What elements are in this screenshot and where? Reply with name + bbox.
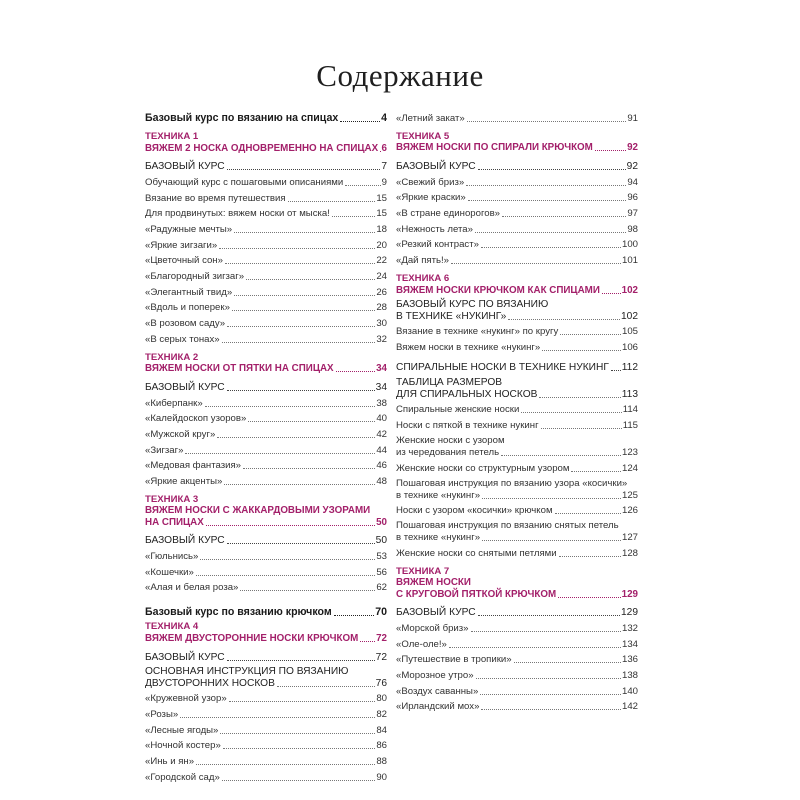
toc-entry-basic-nuking[interactable] [396, 299, 638, 322]
toc-label: Вяжем носки в технике «нукинг» [396, 341, 541, 353]
toc-entry[interactable] [396, 634, 638, 650]
toc-label: Вязание во время путешествия [145, 192, 286, 204]
toc-label: «Ирландский мох» [396, 701, 480, 713]
technique-title-line2: НА СПИЦАХ [145, 516, 204, 528]
toc-label: «Яркие зигзаги» [145, 239, 218, 251]
toc-entry-women-socks[interactable] [396, 435, 638, 458]
toc-page: 129 [621, 607, 638, 619]
toc-page: 112 [621, 361, 638, 373]
toc-entry[interactable] [145, 298, 387, 314]
technique-1-header[interactable] [145, 131, 387, 154]
toc-label: «В стране единорогов» [396, 207, 501, 219]
toc-page: 102 [621, 284, 638, 296]
dot-leader [225, 262, 375, 264]
dot-leader [220, 732, 375, 734]
toc-page: 86 [376, 740, 387, 752]
dot-leader [227, 542, 375, 544]
toc-label-line1: Женские носки с узором [396, 434, 505, 446]
toc-page: 84 [376, 724, 387, 736]
toc-label-line2: ДЛЯ СПИРАЛЬНЫХ НОСКОВ [396, 388, 538, 400]
toc-label: «Яркие краски» [396, 192, 466, 204]
toc-label: БАЗОВЫЙ КУРС [145, 161, 225, 173]
toc-label: БАЗОВЫЙ КУРС [145, 381, 225, 393]
toc-page: 34 [376, 363, 387, 375]
toc-page: 140 [621, 685, 638, 697]
toc-label: «Вдоль и поперек» [145, 302, 230, 314]
dot-leader [217, 436, 375, 438]
toc-label: «Элегантный твид» [145, 286, 233, 298]
toc-page: 97 [627, 207, 638, 219]
technique-4-header[interactable] [145, 621, 387, 644]
dot-leader [345, 184, 380, 186]
toc-entry[interactable] [145, 736, 387, 752]
toc-entry[interactable] [145, 456, 387, 472]
dot-leader [277, 685, 375, 687]
toc-entry[interactable] [145, 157, 387, 173]
toc-entry[interactable] [145, 172, 387, 188]
toc-label: «Нежность лета» [396, 223, 473, 235]
toc-page: 7 [381, 161, 387, 173]
toc-label: «Медовая фантазия» [145, 460, 242, 472]
toc-page: 50 [376, 516, 387, 528]
dot-leader [180, 716, 375, 718]
toc-entry[interactable] [145, 219, 387, 235]
toc-page: 88 [376, 755, 387, 767]
toc-entry[interactable] [396, 108, 638, 124]
toc-label: Спиральные женские носки [396, 404, 520, 416]
toc-page: 124 [621, 462, 638, 474]
dot-leader [602, 292, 621, 294]
toc-page: 48 [376, 476, 387, 488]
toc-label: «Калейдоскоп узоров» [145, 413, 247, 425]
toc-entry[interactable] [396, 697, 638, 713]
toc-entry[interactable] [396, 543, 638, 559]
toc-page: 113 [621, 388, 638, 400]
dot-leader [539, 396, 620, 398]
toc-page: 94 [627, 176, 638, 188]
toc-page: 100 [621, 239, 638, 251]
toc-label: Женские носки со снятыми петлями [396, 548, 557, 559]
technique-title: ВЯЖЕМ НОСКИ ОТ ПЯТКИ НА СПИЦАХ [145, 363, 334, 375]
dot-leader [336, 370, 376, 372]
dot-leader [476, 677, 621, 679]
toc-label: «Гюльнись» [145, 550, 199, 562]
toc-entry-removed-loops-instruction[interactable] [396, 520, 638, 543]
dot-leader [502, 215, 626, 217]
toc-entry[interactable] [396, 650, 638, 666]
toc-page: 126 [621, 505, 638, 517]
dot-leader [334, 614, 375, 616]
toc-label: «Кружевной узор» [145, 693, 227, 705]
technique-number: ТЕХНИКА 3 [145, 494, 199, 506]
toc-entry[interactable] [396, 188, 638, 204]
toc-page: 62 [376, 582, 387, 594]
dot-leader [227, 389, 375, 391]
dot-leader [480, 693, 621, 695]
toc-page: 44 [376, 444, 387, 456]
technique-title: ВЯЖЕМ ДВУСТОРОННИЕ НОСКИ КРЮЧКОМ [145, 632, 359, 644]
toc-page: 50 [375, 535, 387, 547]
toc-entry[interactable] [145, 720, 387, 736]
toc-entry[interactable] [145, 329, 387, 345]
toc-page: 72 [375, 651, 387, 663]
toc-page: 28 [376, 302, 387, 314]
dot-leader [449, 646, 621, 648]
toc-label: Базовый курс по вязанию крючком [145, 606, 332, 619]
dot-leader [234, 231, 375, 233]
dot-leader [595, 149, 626, 151]
toc-page: 22 [376, 255, 387, 267]
dot-leader [219, 247, 375, 249]
toc-label-line2: В ТЕХНИКЕ «НУКИНГ» [396, 310, 507, 322]
toc-entry[interactable] [145, 767, 387, 783]
technique-title: ВЯЖЕМ НОСКИ КРЮЧКОМ КАК СПИЦАМИ [396, 284, 600, 296]
dot-leader [288, 200, 376, 202]
toc-label: «В серых тонах» [145, 333, 220, 345]
toc-entry[interactable] [145, 546, 387, 562]
toc-entry[interactable] [145, 393, 387, 409]
toc-page: 101 [621, 255, 638, 266]
toc-page: 24 [376, 271, 387, 282]
dot-leader [482, 539, 621, 541]
toc-label: «Лесные ягоды» [145, 724, 219, 736]
toc-label: СПИРАЛЬНЫЕ НОСКИ В ТЕХНИКЕ НУКИНГ [396, 361, 609, 373]
toc-label-line2: в технике «нукинг» [396, 532, 481, 544]
toc-page: 114 [622, 404, 638, 416]
toc-label: БАЗОВЫЙ КУРС [145, 651, 225, 663]
toc-page: 70 [375, 606, 387, 619]
toc-label: «Розы» [145, 708, 179, 720]
toc-page: 134 [621, 638, 638, 650]
dot-leader [223, 747, 376, 749]
toc-label: «Летний закат» [396, 112, 465, 124]
toc-page: 15 [376, 192, 387, 204]
technique-number: ТЕХНИКА 4 [145, 621, 199, 633]
toc-entry[interactable] [396, 618, 638, 634]
toc-label: «Воздух саванны» [396, 685, 479, 697]
dot-leader [508, 318, 620, 320]
toc-entry[interactable] [145, 562, 387, 578]
toc-page: 20 [376, 239, 387, 251]
toc-label-line1: БАЗОВЫЙ КУРС ПО ВЯЗАНИЮ [396, 298, 549, 310]
toc-page: 106 [621, 341, 638, 353]
toc-label: БАЗОВЫЙ КУРС [145, 535, 225, 547]
toc-label: «Морозное утро» [396, 669, 474, 681]
dot-leader [571, 470, 621, 472]
technique-number: ТЕХНИКА 5 [396, 130, 450, 142]
toc-label: Вязание в технике «нукинг» по кругу [396, 326, 559, 338]
toc-entry-instruction[interactable] [145, 666, 387, 689]
toc-page: 123 [621, 446, 638, 458]
dot-leader [521, 411, 621, 413]
technique-number: ТЕХНИКА 6 [396, 273, 450, 284]
toc-entry-size-table[interactable] [396, 377, 638, 400]
toc-entry[interactable] [145, 531, 387, 547]
toc-page: 125 [621, 489, 638, 501]
toc-entry[interactable] [396, 681, 638, 697]
dot-leader [205, 405, 376, 407]
toc-label: «Цветочный сон» [145, 255, 223, 267]
toc-entry-course-knitting[interactable] [145, 108, 387, 124]
dot-leader [332, 215, 375, 217]
toc-page: 138 [621, 669, 638, 681]
dot-leader [206, 524, 375, 526]
toc-right-column [396, 108, 638, 712]
toc-label: «Дай пять!» [396, 255, 449, 266]
toc-page: 136 [621, 654, 638, 666]
toc-page: 80 [376, 693, 387, 705]
toc-label: «Мужской круг» [145, 429, 216, 440]
toc-label: БАЗОВЫЙ КУРС [396, 160, 476, 172]
toc-label: «Оле-оле!» [396, 638, 447, 650]
toc-page: 102 [621, 310, 638, 322]
toc-entry[interactable] [396, 501, 638, 517]
toc-entry[interactable] [396, 415, 638, 431]
dot-leader [478, 168, 626, 170]
toc-page: 15 [376, 208, 387, 220]
technique-2-header[interactable] [145, 352, 387, 375]
toc-entry[interactable] [396, 400, 638, 416]
toc-page: 32 [376, 333, 387, 345]
toc-page: 92 [626, 160, 638, 172]
page-title: Содержание [316, 58, 484, 93]
toc-label: Носки с узором «косички» крючком [396, 505, 553, 517]
technique-7-header[interactable] [396, 566, 638, 600]
toc-page: 34 [375, 381, 387, 393]
toc-page: 4 [381, 112, 387, 124]
dot-leader [227, 659, 375, 661]
technique-title: ВЯЖЕМ 2 НОСКА ОДНОВРЕМЕННО НА СПИЦАХ [145, 142, 379, 154]
toc-page: 56 [376, 566, 387, 578]
dot-leader [229, 700, 376, 702]
toc-label: Обучающий курс с пошаговыми описаниями [145, 176, 344, 188]
toc-page: 82 [376, 708, 387, 720]
toc-label: «В розовом саду» [145, 318, 226, 330]
toc-entry[interactable] [396, 322, 638, 338]
toc-label: Носки с пяткой в технике нукинг [396, 419, 539, 431]
technique-number: ТЕХНИКА 1 [145, 131, 199, 142]
dot-leader [222, 779, 376, 781]
technique-5-header[interactable] [396, 131, 638, 154]
toc-entry[interactable] [396, 665, 638, 681]
toc-page: 53 [376, 550, 387, 562]
toc-page: 46 [376, 460, 387, 472]
toc-entry[interactable] [145, 424, 387, 440]
dot-leader [560, 333, 621, 335]
toc-entry[interactable] [145, 204, 387, 220]
dot-leader [501, 454, 621, 456]
toc-page: 30 [376, 318, 387, 330]
toc-label-line2: в технике «нукинг» [396, 489, 481, 501]
toc-page: 142 [621, 701, 638, 713]
toc-page: 128 [621, 548, 638, 559]
toc-page: 72 [376, 632, 387, 644]
dot-leader [481, 246, 621, 248]
toc-page: 26 [376, 286, 387, 298]
toc-entry[interactable] [145, 251, 387, 267]
dot-leader [611, 369, 621, 371]
toc-entry[interactable] [396, 235, 638, 251]
dot-leader [514, 661, 621, 663]
toc-label: «Яркие акценты» [145, 476, 223, 488]
technique-title-line1: ВЯЖЕМ НОСКИ С ЖАККАРДОВЫМИ УЗОРАМИ [145, 505, 371, 517]
dot-leader [451, 262, 621, 264]
toc-page: 127 [621, 532, 638, 544]
dot-leader [196, 574, 375, 576]
toc-page: 96 [627, 192, 638, 204]
technique-title: ВЯЖЕМ НОСКИ ПО СПИРАЛИ КРЮЧКОМ [396, 142, 593, 154]
toc-entry[interactable] [396, 172, 638, 188]
dot-leader [222, 341, 376, 343]
toc-entry[interactable] [145, 377, 387, 393]
dot-leader [471, 630, 621, 632]
toc-entry[interactable] [145, 282, 387, 298]
toc-entry[interactable] [145, 647, 387, 663]
toc-entry[interactable] [145, 704, 387, 720]
toc-entry[interactable] [396, 156, 638, 172]
toc-entry[interactable] [396, 219, 638, 235]
toc-entry-course-crochet[interactable] [145, 602, 387, 618]
toc-page: 91 [627, 112, 638, 124]
technique-title-line1: ВЯЖЕМ НОСКИ [396, 577, 471, 588]
toc-label-line2: из чередования петель [396, 446, 500, 458]
dot-leader [224, 483, 375, 485]
dot-leader [478, 614, 620, 616]
toc-label: «Киберпанк» [145, 397, 203, 409]
toc-entry[interactable] [396, 458, 638, 474]
toc-page: 6 [381, 142, 387, 154]
toc-page: 18 [376, 223, 387, 235]
toc-label: «Ночной костер» [145, 740, 221, 752]
toc-entry[interactable] [145, 578, 387, 594]
dot-leader [246, 278, 375, 280]
toc-page: 90 [376, 771, 387, 783]
dot-leader [555, 512, 621, 514]
dot-leader [467, 120, 627, 122]
toc-label: «Зигзаг» [145, 444, 184, 456]
technique-6-header[interactable] [396, 273, 638, 296]
dot-leader [558, 596, 621, 598]
toc-page: 9 [381, 176, 387, 188]
dot-leader [227, 325, 375, 327]
toc-label-line1: Пошаговая инструкция по вязанию узора «косички» [396, 477, 628, 489]
toc-label-line2: ДВУСТОРОННИХ НОСКОВ [145, 677, 275, 689]
toc-label: «Инь и ян» [145, 755, 195, 767]
toc-entry[interactable] [396, 250, 638, 266]
dot-leader [248, 420, 375, 422]
dot-leader [340, 120, 380, 122]
toc-label: «Путешествие в тропики» [396, 654, 512, 666]
toc-label: «Городской сад» [145, 771, 220, 783]
toc-entry[interactable] [145, 188, 387, 204]
technique-3-header[interactable] [145, 494, 387, 528]
toc-page: 98 [627, 223, 638, 235]
dot-leader [234, 294, 375, 296]
dot-leader [481, 708, 621, 710]
toc-entry[interactable] [145, 440, 387, 456]
dot-leader [196, 763, 375, 765]
toc-label: Базовый курс по вязанию на спицах [145, 112, 339, 124]
dot-leader [232, 309, 375, 311]
toc-entry[interactable] [145, 235, 387, 251]
toc-entry[interactable] [396, 603, 638, 619]
toc-entry[interactable] [145, 266, 387, 282]
toc-label: Женские носки со структурным узором [396, 462, 570, 474]
toc-entry[interactable] [145, 751, 387, 767]
toc-label: «Радужные мечты» [145, 223, 233, 235]
toc-label: «Алая и белая роза» [145, 582, 239, 594]
toc-label: БАЗОВЫЙ КУРС [396, 607, 476, 619]
dot-leader [482, 497, 621, 499]
toc-label: «Кошечки» [145, 566, 194, 578]
technique-number: ТЕХНИКА 7 [396, 566, 450, 577]
dot-leader [360, 640, 375, 642]
toc-label: Для продвинутых: вяжем носки от мыска! [145, 208, 330, 220]
toc-label: «Резкий контраст» [396, 239, 479, 251]
toc-entry-braid-instruction[interactable] [396, 478, 638, 501]
dot-leader [468, 199, 627, 201]
toc-page: 42 [376, 429, 387, 440]
toc-entry[interactable] [145, 471, 387, 487]
dot-leader [240, 589, 375, 591]
toc-label: «Свежий бриз» [396, 176, 465, 188]
dot-leader [541, 427, 622, 429]
toc-label: «Морской бриз» [396, 622, 469, 634]
toc-page: 105 [621, 326, 638, 338]
toc-label-line1: Пошаговая инструкция по вязанию снятых петель [396, 520, 619, 532]
dot-leader [243, 467, 375, 469]
dot-leader [466, 184, 626, 186]
toc-page: 115 [622, 419, 638, 431]
toc-page: 132 [621, 622, 638, 634]
toc-entry[interactable] [396, 337, 638, 353]
toc-entry[interactable] [145, 409, 387, 425]
toc-entry[interactable] [145, 689, 387, 705]
toc-page: 38 [376, 397, 387, 409]
dot-leader [227, 168, 381, 170]
toc-entry[interactable] [396, 203, 638, 219]
dot-leader [559, 555, 621, 557]
technique-number: ТЕХНИКА 2 [145, 351, 199, 363]
dot-leader [542, 349, 621, 351]
toc-label-line1: ОСНОВНАЯ ИНСТРУКЦИЯ ПО ВЯЗАНИЮ [145, 665, 349, 677]
dot-leader [475, 231, 626, 233]
toc-page: 129 [621, 588, 638, 600]
toc-label: «Благородный зигзаг» [145, 271, 245, 282]
toc-page: 92 [627, 142, 638, 154]
toc-entry-spiral[interactable] [396, 357, 638, 373]
toc-page: 40 [376, 413, 387, 425]
toc-entry[interactable] [145, 313, 387, 329]
technique-title-line2: С КРУГОВОЙ ПЯТКОЙ КРЮЧКОМ [396, 588, 557, 600]
toc-page: 76 [375, 677, 387, 689]
toc-left-column [145, 108, 387, 783]
toc-label-line1: ТАБЛИЦА РАЗМЕРОВ [396, 376, 503, 388]
dot-leader [200, 558, 375, 560]
dot-leader [185, 452, 375, 454]
